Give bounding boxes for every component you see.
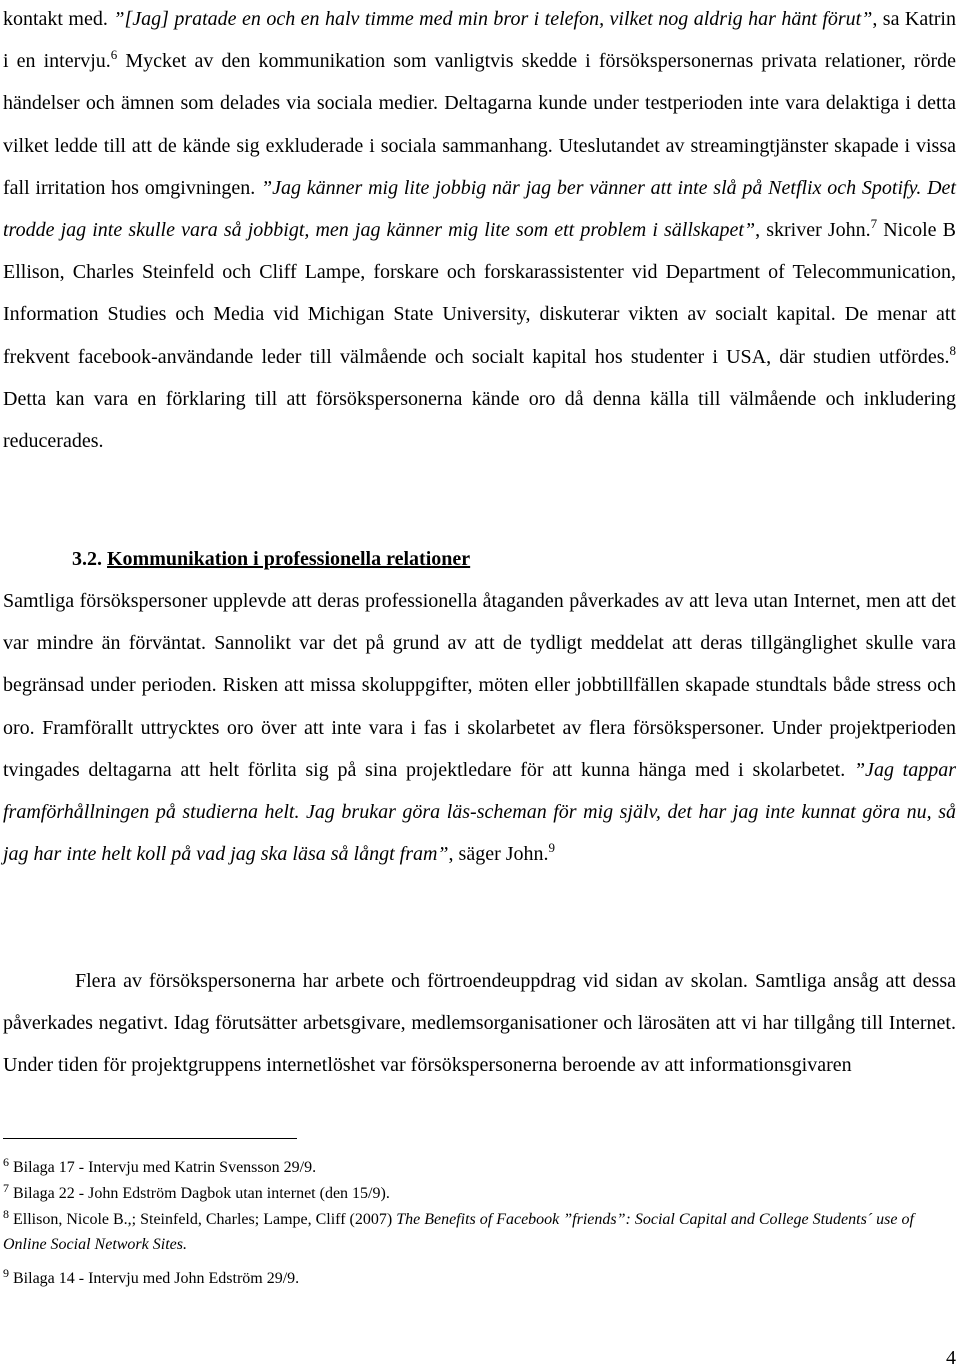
quote-john: ”Jag känner mig lite jobbig när jag ber vänner att inte slå på Netflix och Spotify. Det trodde jag inte skulle vara så jobbigt, men jag känner mig lite som ett problem i sällskapet” [3,176,956,242]
paragraph-text: kontakt med. [3,8,114,30]
quote-katrin: ”[Jag] pratade en och en halv timme med min bror i telefon, vilket nog aldrig har hänt förut” [113,8,873,30]
body-paragraph [3,960,956,1087]
paragraph-text: Nicole B Ellison, Charles Steinfeld och Cliff Lampe, forskare och forskarassistenter vid Department of Telecommunication, Information Studies och Media vid Michigan State University, diskuterar vikten av socialt kapital. De menar att frekvent facebook-användande leder till välmående och socialt kapital hos studenter i USA, där studien utfördes. [3,219,956,368]
footnote-text: Ellison, Nicole B.,; Steinfeld, Charles; Lampe, Cliff (2007) [13,1211,397,1228]
footnote-ref-7[interactable]: 7 [870,216,878,232]
body-paragraph [3,0,956,462]
paragraph-text: Detta kan vara en förklaring till att försökspersonerna kände oro då denna källa till välmående och inkludering reducerades. [3,387,956,453]
paragraph-text: Samtliga försökspersoner upplevde att deras professionella åtaganden påverkades av att leva utan Internet, men att det var mindre än förväntat. Sannolikt var det på grund av att de tydligt meddelat att deras tillgänglighet skulle vara begränsad under perioden. Risken att missa skoluppgifter, möten eller jobbtillfällen skapade stundtals både stress och oro. Framförallt uttrycktes oro över att inte vara i fas i skolarbetet av flera försökspersoner. Under projektperioden tvingades deltagarna att helt förlita sig på sina projektledare för att kunna hänga med i skolarbetet. [3,590,956,781]
section-title: Kommunikation i professionella relationer [107,548,471,570]
footnote-8 [3,1207,956,1257]
footnote-9 [3,1266,956,1291]
footnote-separator [3,1138,297,1139]
footnote-number: 8 [3,1207,9,1221]
body-paragraph [3,580,956,875]
paragraph-text: , sa Katrin i en intervju. [3,8,956,73]
footnote-6 [3,1155,956,1180]
page-number: 4 [946,1347,956,1369]
footnote-number: 6 [3,1155,9,1169]
footnote-text: Bilaga 22 - John Edström Dagbok utan internet (den 15/9). [13,1185,390,1202]
section-heading [72,538,470,580]
footnote-number: 9 [3,1266,9,1280]
quote-john-2: ”Jag tappar framförhållningen på studierna helt. Jag brukar göra läs-scheman för mig själv, det har jag inte kunnat göra nu, så jag har inte helt koll på vad jag ska läsa så långt fram” [3,758,956,866]
footnote-title: The Benefits of Facebook ”friends”: Social Capital and College Students´ use of Online Social Network Sites. [3,1211,914,1253]
footnote-7 [3,1181,956,1206]
footnote-number: 7 [3,1181,9,1195]
paragraph-text: Mycket av den kommunikation som vanligtvis skedde i försökspersonernas privata relationer, rörde händelser och ämnen som delades via sociala medier. Deltagarna kunde under testperioden inte vara delaktiga i detta vilket ledde till att de kände sig exkluderade i sociala sammanhang. Uteslutandet av streamingtjänster skapade i vissa fall irritation hos omgivningen. [3,50,956,199]
section-number: 3.2. [72,548,102,570]
paragraph-text: Flera av försökspersonerna har arbete och förtroendeuppdrag vid sidan av skolan. Samtliga ansåg att dessa påverkades negativt. Idag förutsätter arbetsgivare, medlemsorganisationer och lärosäten att vi har tillgång till Internet. Under tiden för projektgruppens internetlöshet var försökspersonerna beroende av att informationsgivaren [3,970,956,1077]
footnote-ref-8[interactable]: 8 [949,342,956,358]
footnote-text: Bilaga 14 - Intervju med John Edström 29/9. [13,1270,300,1287]
paragraph-text: , säger John. [448,843,549,866]
footnote-text: Bilaga 17 - Intervju med Katrin Svensson 29/9. [13,1159,317,1176]
footnote-ref-9[interactable]: 9 [548,840,556,856]
footnote-ref-6[interactable]: 6 [110,47,118,63]
paragraph-text: , skriver John. [755,219,871,242]
